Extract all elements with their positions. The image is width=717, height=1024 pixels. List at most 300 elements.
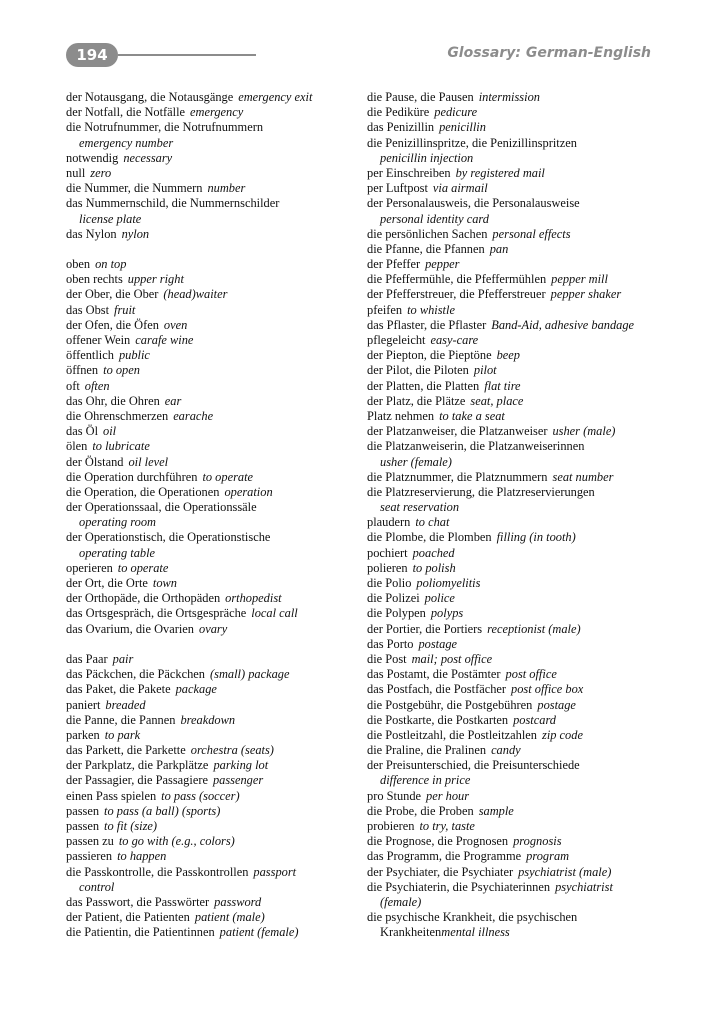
german-term: das Nylon [66,226,117,241]
english-translation: pedicure [434,105,478,120]
german-term: pflegeleicht [367,333,426,347]
german-term: per Luftpost [367,181,428,196]
letter-section-gap [66,242,362,257]
glossary-entry [66,591,362,606]
german-term: Krankheiten [380,925,442,940]
english-translation: to whistle [407,302,455,317]
german-term: plaudern [367,515,411,530]
english-translation: pair [112,651,134,666]
glossary-entry [66,287,362,302]
german-term: null [66,165,86,180]
glossary-entry [367,455,667,470]
german-term: der Operationssaal, die Operationssäle [66,500,257,515]
glossary-entry [66,333,362,348]
english-translation: to take a seat [439,408,505,423]
glossary-entry [66,181,362,196]
german-term: die Platzreservierung, die Platzreservierungen [367,484,595,499]
glossary-entry [66,212,362,227]
glossary-entry [367,758,667,773]
english-translation: polyps [430,606,464,621]
english-translation: on top [95,257,127,272]
german-term: das Ovarium, die Ovarien [66,621,194,636]
english-translation: to chat [415,515,450,530]
english-translation: carafe wine [135,333,194,347]
glossary-entry [367,561,667,576]
glossary-entry [367,576,667,591]
english-translation: passport [253,864,297,879]
german-term: die Nummer, die Nummern [66,181,203,196]
glossary-entry [367,485,667,500]
german-term: der Preisunterschied, die Preisunterschiede [367,758,580,773]
english-translation: nylon [121,226,150,241]
german-term: die Passkontrolle, die Passkontrollen [66,864,249,879]
glossary-entry [66,348,362,363]
english-translation: post office box [511,682,584,697]
german-term: per Einschreiben [367,165,451,180]
german-term: das Pflaster, die Pflaster [367,317,487,332]
german-term: der Pilot, die Piloten [367,363,469,378]
english-translation: town [152,576,177,590]
german-term: die Praline, die Pralinen [367,743,487,758]
glossary-entry [367,136,667,151]
english-translation: seat reservation [380,500,460,515]
glossary-entry [367,849,667,864]
german-term: die persönlichen Sachen [367,226,488,241]
german-term: die Pfanne, die Pfannen [367,241,485,256]
german-term: der Operationstisch, die Operationstische [66,530,271,545]
english-translation: post office [505,667,557,682]
glossary-entry [66,530,362,545]
german-term: die Platznummer, die Platznummern [367,469,548,484]
german-term: die Polio [367,576,412,590]
glossary-entry [66,758,362,773]
english-translation: by registered mail [455,165,545,180]
glossary-entry [66,363,362,378]
german-term: das Paket, die Pakete [66,682,171,697]
page-header [66,42,651,68]
german-term: die Operation durchführen [66,469,198,484]
english-translation: postage [418,636,458,651]
english-translation: (female) [380,894,422,909]
glossary-column-left [66,90,362,941]
english-translation: local call [251,606,298,621]
glossary-entry [367,409,667,424]
glossary-entry [367,470,667,485]
glossary-entry [367,424,667,439]
glossary-entry [367,546,667,561]
english-translation: pan [489,241,509,256]
english-translation: public [118,348,150,363]
glossary-entry [367,910,667,925]
english-translation: operating table [79,545,156,560]
glossary-entry [66,698,362,713]
glossary-entry [66,865,362,880]
letter-section-gap [66,637,362,652]
english-translation: intermission [478,90,540,104]
glossary-entry [66,151,362,166]
english-translation: Band-Aid, adhesive bandage [491,317,635,332]
german-term: notwendig [66,150,119,165]
glossary-entry [66,834,362,849]
glossary-entry [367,713,667,728]
english-translation: to open [103,363,140,378]
german-term: öffentlich [66,348,114,363]
english-translation: to polish [412,560,456,575]
german-term: einen Pass spielen [66,788,157,803]
glossary-entry [367,789,667,804]
german-term: die Plombe, die Plomben [367,530,492,545]
english-translation: beep [496,348,520,363]
glossary-entry [66,272,362,287]
german-term: der Ölstand [66,454,124,469]
glossary-entry [367,166,667,181]
german-term: parken [66,727,100,742]
german-term: der Psychiater, die Psychiater [367,864,514,879]
english-translation: seat, place [470,393,524,408]
german-term: offener Wein [66,333,131,347]
english-translation: to operate [117,560,169,575]
english-translation: license plate [79,211,142,226]
english-translation: psychiatrist [555,879,613,894]
glossary-entry [367,895,667,910]
german-term: Platz nehmen [367,408,435,423]
english-translation: via airmail [432,181,488,196]
german-term: das Postamt, die Postämter [367,667,501,682]
german-term: die psychische Krankheit, die psychischen [367,910,578,925]
glossary-entry [66,379,362,394]
german-term: der Patient, die Patienten [66,910,190,925]
german-term: der Ober, die Ober [66,287,159,302]
glossary-entry [367,227,667,242]
glossary-entry [367,515,667,530]
glossary-column-right [367,90,667,941]
glossary-entry [66,910,362,925]
german-term: die Polypen [367,606,426,621]
german-term: das Nummernschild, die Nummernschilder [66,196,280,211]
english-translation: to pass (soccer) [161,788,240,803]
glossary-entry [367,804,667,819]
glossary-entry [66,394,362,409]
glossary-entry [367,698,667,713]
german-term: die Patientin, die Patientinnen [66,925,215,940]
german-term: die Notrufnummer, die Notrufnummern [66,120,264,135]
glossary-entry [66,925,362,940]
glossary-entry [367,394,667,409]
english-translation: candy [491,743,521,758]
glossary-entry [66,713,362,728]
english-translation: oven [163,317,188,332]
english-translation: ear [164,393,182,408]
english-translation: penicillin injection [380,150,474,165]
english-translation: pepper mill [551,272,608,287]
glossary-entry [367,652,667,667]
english-translation: difference in price [380,773,471,788]
german-term: das Penizillin [367,120,435,135]
german-term: die Post [367,651,407,666]
english-translation: sample [478,803,514,818]
english-translation: postcard [513,712,557,727]
english-translation: easy-care [430,333,479,347]
glossary-entry [367,242,667,257]
german-term: die Prognose, die Prognosen [367,834,509,849]
glossary-entry [66,409,362,424]
german-term: das Postfach, die Postfächer [367,682,507,697]
english-translation: to try, taste [419,819,475,833]
glossary-entry [367,834,667,849]
glossary-entry [367,120,667,135]
german-term: der Personalausweis, die Personalausweise [367,196,580,211]
glossary-entry [367,333,667,348]
glossary-entry [367,196,667,211]
english-translation: passenger [212,773,264,788]
english-translation: fruit [114,302,136,317]
english-translation: penicillin [439,120,486,135]
glossary-entry [367,303,667,318]
english-translation: mail; post office [411,651,493,666]
german-term: passieren [66,849,113,864]
glossary-entry [367,212,667,227]
german-term: das Passwort, die Passwörter [66,894,210,909]
english-translation: (small) package [210,667,290,682]
glossary-entry [367,591,667,606]
english-translation: to pass (a ball) (sports) [104,803,221,818]
english-translation: prognosis [513,834,562,849]
running-title: Glossary: German-English [447,45,651,61]
glossary-entry [367,318,667,333]
german-term: der Platten, die Platten [367,378,480,393]
glossary-entry [367,773,667,788]
german-term: pfeifen [367,302,403,317]
glossary-entry [66,773,362,788]
german-term: der Parkplatz, die Parkplätze [66,758,209,773]
german-term: die Pediküre [367,105,430,120]
glossary-entry [66,561,362,576]
english-translation: operation [224,484,273,499]
german-term: die Postleitzahl, die Postleitzahlen [367,727,537,742]
german-term: die Postgebühr, die Postgebühren [367,697,533,712]
glossary-entry [367,743,667,758]
glossary-entry [367,637,667,652]
english-translation: orchestra (seats) [190,743,274,758]
english-translation: psychiatrist (male) [518,864,612,879]
english-translation: emergency number [79,135,174,150]
german-term: der Platzanweiser, die Platzanweiser [367,424,548,439]
glossary-entry [367,181,667,196]
glossary-entry [367,925,667,940]
english-translation: receptionist (male) [487,621,581,636]
german-term: das Paar [66,651,108,666]
glossary-entry [66,804,362,819]
german-term: passen [66,803,100,818]
german-term: oben rechts [66,272,123,287]
header-rule [118,54,256,56]
glossary-entry [367,819,667,834]
glossary-entry [66,470,362,485]
german-term: die Psychiaterin, die Psychiaterinnen [367,879,551,894]
german-term: das Parkett, die Parkette [66,743,186,758]
german-term: der Platz, die Plätze [367,393,466,408]
english-translation: oil level [128,454,169,469]
glossary-entry [367,500,667,515]
german-term: passen [66,819,100,833]
german-term: die Polizei [367,591,420,606]
english-translation: earache [173,408,214,423]
german-term: das Päckchen, die Päckchen [66,667,205,682]
german-term: der Passagier, die Passagiere [66,773,208,788]
glossary-entry [367,90,667,105]
german-term: der Piepton, die Pieptöne [367,348,492,363]
glossary-entry [66,728,362,743]
english-translation: seat number [552,469,614,484]
german-term: ölen [66,439,88,454]
glossary-entry [66,652,362,667]
glossary-entry [66,880,362,895]
glossary-entry [367,257,667,272]
glossary-entry [367,682,667,697]
glossary-entry [66,105,362,120]
english-translation: to operate [202,469,254,484]
english-translation: necessary [123,150,173,165]
english-translation: number [207,181,246,196]
german-term: pochiert [367,545,408,560]
english-translation: filling (in tooth) [496,530,576,545]
english-translation: usher (female) [380,454,452,469]
german-term: die Postkarte, die Postkarten [367,712,509,727]
german-term: oft [66,378,80,393]
english-translation: patient (male) [194,910,265,925]
english-translation: police [424,591,455,606]
german-term: das Obst [66,302,110,317]
english-translation: ovary [199,621,228,636]
glossary-entry [66,485,362,500]
english-translation: patient (female) [219,925,299,940]
glossary-entry [66,500,362,515]
english-translation: orthopedist [225,591,282,606]
glossary-entry [66,789,362,804]
glossary-entry [367,105,667,120]
glossary-entry [367,728,667,743]
german-term: die Pause, die Pausen [367,90,474,104]
english-translation: breaded [105,697,146,712]
glossary-entry [367,348,667,363]
english-translation: pilot [473,363,497,378]
glossary-entry [367,667,667,682]
german-term: der Ofen, die Öfen [66,317,159,332]
glossary-entry [367,439,667,454]
german-term: paniert [66,697,101,712]
english-translation: usher (male) [552,424,616,439]
german-term: das Porto [367,636,414,651]
glossary-entry [66,424,362,439]
english-translation: (head)waiter [163,287,228,302]
german-term: probieren [367,819,415,833]
german-term: der Portier, die Portiers [367,621,483,636]
english-translation: zero [90,165,112,180]
german-term: der Orthopäde, die Orthopäden [66,591,221,606]
glossary-entry [66,318,362,333]
german-term: polieren [367,560,408,575]
glossary-entry [367,363,667,378]
english-translation: postage [537,697,576,712]
german-term: der Ort, die Orte [66,576,148,590]
glossary-entry [367,151,667,166]
english-translation: oil [103,424,117,439]
page-number: 194 [66,43,118,67]
glossary-entry [367,606,667,621]
german-term: der Pfefferstreuer, die Pfefferstreuer [367,287,546,302]
german-term: die Platzanweiserin, die Platzanweiserinnen [367,439,585,454]
german-term: die Ohrenschmerzen [66,408,169,423]
german-term: die Operation, die Operationen [66,484,220,499]
german-term: das Öl [66,424,99,439]
german-term: operieren [66,560,113,575]
glossary-entry [66,120,362,135]
glossary-entry [66,90,362,105]
english-translation: program [526,849,570,864]
glossary-entry [66,576,362,591]
glossary-entry [66,682,362,697]
german-term: die Probe, die Proben [367,803,474,818]
english-translation: package [175,682,217,697]
english-translation: to happen [117,849,167,864]
english-translation: often [84,378,110,393]
english-translation: poached [412,545,455,560]
glossary-entry [66,546,362,561]
glossary-entry [66,227,362,242]
english-translation: pepper [425,257,460,272]
english-translation: flat tire [484,378,521,393]
english-translation: to go with (e.g., colors) [118,834,235,849]
english-translation: per hour [426,788,470,803]
english-translation: zip code [542,727,583,742]
glossary-entry [367,379,667,394]
glossary-entry [66,819,362,834]
glossary-entry [66,606,362,621]
english-translation: to lubricate [92,439,150,454]
german-term: der Notausgang, die Notausgänge [66,90,234,104]
german-term: das Ohr, die Ohren [66,393,160,408]
german-term: die Penizillinspritze, die Penizillinspritzen [367,135,577,150]
glossary-entry [367,622,667,637]
glossary-entry [66,743,362,758]
glossary-entry [66,439,362,454]
english-translation: parking lot [213,758,269,773]
glossary-entry [66,895,362,910]
glossary-entry [367,530,667,545]
english-translation: personal effects [492,226,571,241]
english-translation: poliomyelitis [416,576,481,590]
glossary-entry [66,166,362,181]
german-term: die Pfeffermühle, die Pfeffermühlen [367,272,547,287]
glossary-entry [66,622,362,637]
german-term: die Panne, die Pannen [66,712,176,727]
english-translation: to park [104,727,141,742]
english-translation: breakdown [180,712,236,727]
german-term: pro Stunde [367,788,422,803]
english-translation: upper right [127,272,184,287]
english-translation: to fit (size) [104,819,158,833]
german-term: passen zu [66,834,114,849]
english-translation: pepper shaker [550,287,622,302]
glossary-entry [66,667,362,682]
german-term: öffnen [66,363,99,378]
english-translation: personal identity card [380,211,489,226]
glossary-entry [66,515,362,530]
glossary-entry [66,196,362,211]
english-translation: operating room [79,515,156,530]
glossary-entry [66,136,362,151]
german-term: das Programm, die Programme [367,849,522,864]
